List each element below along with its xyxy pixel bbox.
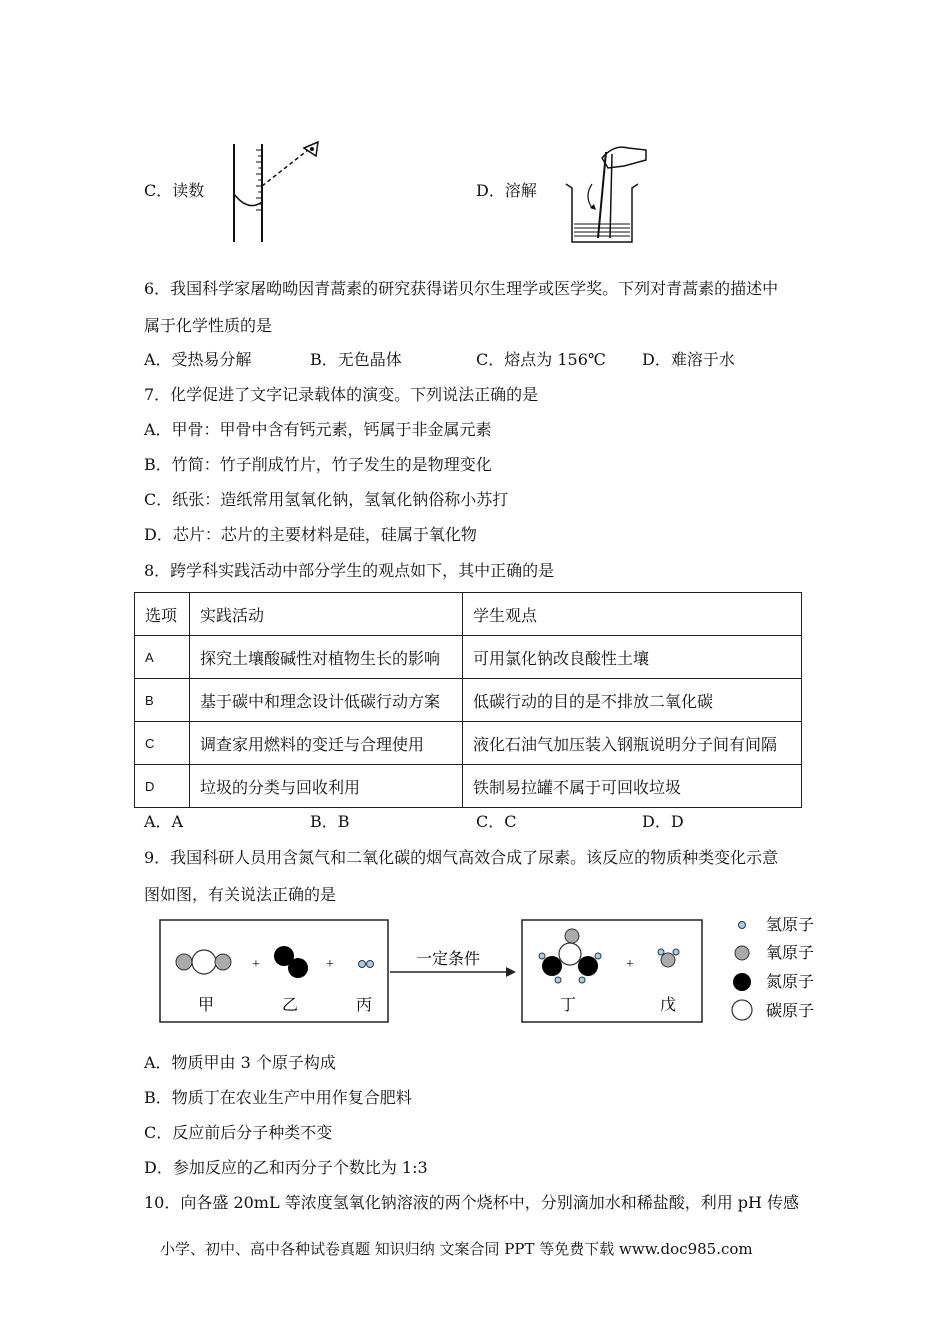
q8-stem: 8．跨学科实践活动中部分学生的观点如下，其中正确的是 bbox=[144, 561, 555, 580]
nitrogen-atom bbox=[288, 958, 308, 978]
q5-option-d: D．溶解 bbox=[476, 181, 537, 200]
q6-stem-line2: 属于化学性质的是 bbox=[144, 316, 273, 335]
table-row bbox=[135, 765, 802, 808]
legend-oxygen-label: 氧原子 bbox=[766, 943, 815, 962]
table-cell: 垃圾的分类与回收利用 bbox=[190, 765, 463, 808]
beaker-dissolving-figure bbox=[562, 138, 652, 250]
table-cell: 铁制易拉罐不属于可回收垃圾 bbox=[463, 765, 802, 808]
q7-option-c: C．纸张：造纸常用氢氧化钠，氢氧化钠俗称小苏打 bbox=[144, 490, 509, 509]
label-wu: 戊 bbox=[660, 995, 677, 1014]
q8-options-table bbox=[134, 592, 802, 808]
graduated-cylinder-reading-figure bbox=[220, 136, 332, 246]
q5-option-c: C．读数 bbox=[144, 181, 205, 200]
nitrogen-atom bbox=[542, 956, 562, 976]
q8-option-d: D．D bbox=[642, 812, 684, 831]
label-ding: 丁 bbox=[560, 995, 577, 1014]
legend-carbon-label: 碳原子 bbox=[766, 1001, 815, 1020]
hydrogen-atom bbox=[579, 977, 585, 983]
oxygen-atom bbox=[215, 954, 231, 970]
legend-nitrogen-icon bbox=[733, 973, 751, 991]
hydrogen-atom bbox=[658, 949, 664, 955]
table-cell: 液化石油气加压装入钢瓶说明分子间有间隔 bbox=[463, 722, 802, 765]
legend-nitrogen-label: 氮原子 bbox=[766, 972, 815, 991]
q9-option-b: B．物质丁在农业生产中用作复合肥料 bbox=[144, 1088, 412, 1107]
arrow-condition-label: 一定条件 bbox=[416, 949, 481, 968]
legend-carbon-icon bbox=[732, 1000, 752, 1020]
carbon-atom bbox=[192, 950, 216, 974]
table-header-cell: 选项 bbox=[135, 593, 190, 636]
q7-stem: 7．化学促进了文字记录载体的演变。下列说法正确的是 bbox=[144, 385, 539, 404]
legend-oxygen-icon bbox=[735, 946, 749, 960]
nitrogen-atom bbox=[578, 956, 598, 976]
hydrogen-atom bbox=[367, 961, 374, 968]
arrow-head-icon bbox=[506, 967, 516, 977]
table-row bbox=[135, 679, 802, 722]
q6-option-d: D．难溶于水 bbox=[642, 350, 735, 369]
table-row bbox=[135, 722, 802, 765]
label-jia: 甲 bbox=[198, 995, 215, 1014]
q9-stem-line2: 图如图，有关说法正确的是 bbox=[144, 885, 337, 904]
q6-option-b: B．无色晶体 bbox=[310, 350, 402, 369]
q6-option-c: C．熔点为 156℃ bbox=[476, 350, 606, 369]
q7-option-b: B．竹简：竹子削成竹片，竹子发生的是物理变化 bbox=[144, 455, 492, 474]
q6-option-a: A．受热易分解 bbox=[144, 350, 252, 369]
label-bing: 丙 bbox=[356, 995, 373, 1014]
oxygen-atom bbox=[565, 929, 579, 943]
table-cell: 低碳行动的目的是不排放二氧化碳 bbox=[463, 679, 802, 722]
reactants-box bbox=[160, 920, 388, 1022]
carbon-atom bbox=[559, 943, 581, 965]
table-cell: B bbox=[135, 679, 190, 722]
oxygen-atom bbox=[661, 953, 675, 967]
q8-option-a: A．A bbox=[144, 812, 184, 831]
reaction-diagram bbox=[150, 910, 840, 1030]
hydrogen-atom bbox=[555, 977, 561, 983]
table-cell: 可用氯化钠改良酸性土壤 bbox=[463, 636, 802, 679]
label-yi: 乙 bbox=[282, 995, 299, 1014]
hydrogen-atom bbox=[359, 961, 366, 968]
table-cell: 调查家用燃料的变迁与合理使用 bbox=[190, 722, 463, 765]
oxygen-atom bbox=[176, 954, 192, 970]
q6-stem-line1: 6．我国科学家屠呦呦因青蒿素的研究获得诺贝尔生理学或医学奖。下列对青蒿素的描述中 bbox=[144, 279, 779, 298]
legend-hydrogen-label: 氢原子 bbox=[766, 915, 815, 934]
q9-option-c: C．反应前后分子种类不变 bbox=[144, 1123, 333, 1142]
q8-option-c: C．C bbox=[476, 812, 517, 831]
q9-stem-line1: 9．我国科研人员用含氮气和二氧化碳的烟气高效合成了尿素。该反应的物质种类变化示意 bbox=[144, 848, 779, 867]
hydrogen-atom bbox=[673, 949, 679, 955]
plus-sign: + bbox=[252, 957, 260, 972]
q9-option-d: D．参加反应的乙和丙分子个数比为 1:3 bbox=[144, 1158, 428, 1177]
page-footer: 小学、初中、高中各种试卷真题 知识归纳 文案合同 PPT 等免费下载 www.doc985.com bbox=[160, 1240, 753, 1258]
plus-sign: + bbox=[326, 957, 334, 972]
table-header-cell: 学生观点 bbox=[463, 593, 802, 636]
table-header-cell: 实践活动 bbox=[190, 593, 463, 636]
q7-option-d: D．芯片：芯片的主要材料是硅，硅属于氧化物 bbox=[144, 525, 477, 544]
table-cell: C bbox=[135, 722, 190, 765]
table-cell: D bbox=[135, 765, 190, 808]
hydrogen-atom bbox=[595, 953, 601, 959]
q8-option-b: B．B bbox=[310, 812, 350, 831]
table-header-row bbox=[135, 593, 802, 636]
table-cell: 探究土壤酸碱性对植物生长的影响 bbox=[190, 636, 463, 679]
plus-sign: + bbox=[626, 957, 634, 972]
hydrogen-atom bbox=[539, 953, 545, 959]
q7-option-a: A．甲骨：甲骨中含有钙元素，钙属于非金属元素 bbox=[144, 420, 492, 439]
table-cell: 基于碳中和理念设计低碳行动方案 bbox=[190, 679, 463, 722]
legend-hydrogen-icon bbox=[739, 922, 746, 929]
table-cell: A bbox=[135, 636, 190, 679]
table-row bbox=[135, 636, 802, 679]
q9-option-a: A．物质甲由 3 个原子构成 bbox=[144, 1053, 336, 1072]
q10-stem: 10．向各盛 20mL 等浓度氢氧化钠溶液的两个烧杯中，分别滴加水和稀盐酸，利用 pH 传感 bbox=[144, 1193, 800, 1212]
